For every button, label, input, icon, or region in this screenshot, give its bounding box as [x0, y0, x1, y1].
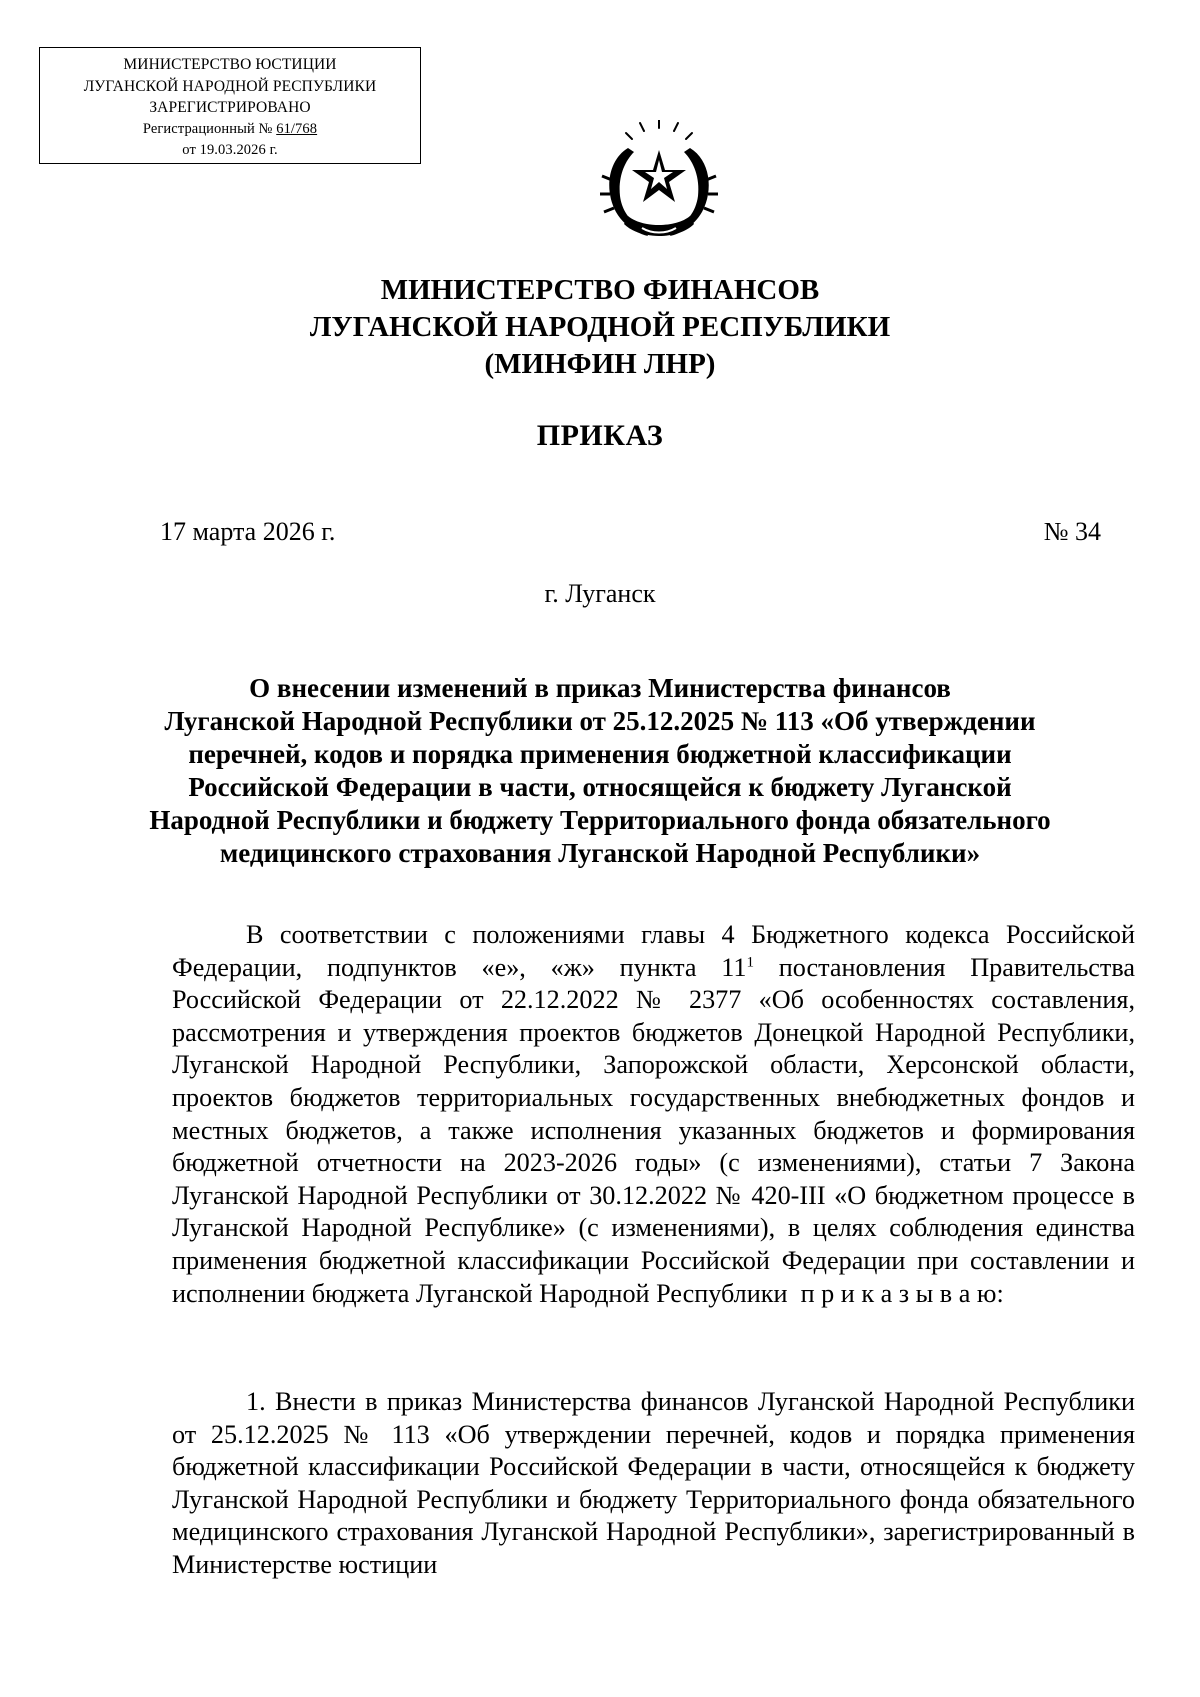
- title-line: Народной Республики и бюджету Территориального фонда обязательного: [149, 805, 1051, 835]
- stamp-reg-number-line: [40, 119, 420, 141]
- document-city: г. Луганск: [544, 579, 656, 608]
- title-line: О внесении изменений в приказ Министерства финансов: [249, 673, 951, 703]
- preamble-text-end: постановления Правительства Российской Федерации от 22.12.2022 № 2377 «Об особенностях составления, рассмотрения и утверждения проектов бюджетов Донецкой Народной Республики, Луганской Народной Республики, Запорожской области, Херсонской области, проектов бюджетов территориальных государственных внебюджетных фондов и местных бюджетов, а также исполнения указанных бюджетов и формирования бюджетной отчетности на 2023-2026 годы» (с изменениями), статьи 7 Закона Луганской Народной Республики от 30.12.2022 № 420-III «О бюджетном процессе в Луганской Народной Республике» (с изменениями), в целях соблюдения единства применения бюджетной классификации Российской Федерации при составлении и исполнении бюджета Луганской Народной Республики: [172, 952, 1135, 1308]
- document-type: ПРИКАЗ: [536, 419, 664, 452]
- stamp-reg-label: Регистрационный №: [142, 120, 273, 137]
- preamble-paragraph: [172, 919, 1135, 1310]
- title-line: Российской Федерации в части, относящейся к бюджету Луганской: [188, 772, 1012, 802]
- org-name-line1: МИНИСТЕРСТВО ФИНАНСОВ: [380, 274, 820, 306]
- stamp-reg-number: 61/768: [276, 120, 318, 137]
- title-line: Луганской Народной Республики от 25.12.2025 № 113 «Об утверждении: [164, 706, 1036, 736]
- sun-rays: [626, 120, 692, 139]
- stamp-line-republic: ЛУГАНСКОЙ НАРОДНОЙ РЕСПУБЛИКИ: [83, 77, 377, 95]
- org-short-name: (МИНФИН ЛНР): [484, 348, 716, 380]
- coat-of-arms-icon: [598, 120, 720, 248]
- clause-1-paragraph: 1. Внести в приказ Министерства финансов Луганской Народной Республики от 25.12.2025 № 113 «Об утверждении перечней, кодов и порядка применения бюджетной классификации Российской Федерации в части, относящейся к бюджету Луганской Народной Республики и бюджету Территориального фонда обязательного медицинского страхования Луганской Народной Республики», зарегистрированный в Министерстве юстиции: [172, 1387, 1135, 1579]
- title-line: перечней, кодов и порядка применения бюджетной классификации: [188, 739, 1012, 769]
- superscript-1: 1: [746, 953, 755, 970]
- order-word: п р и к а з ы в а ю:: [800, 1278, 1004, 1308]
- document-number: № 34: [1043, 517, 1101, 546]
- organization-header: [0, 272, 1200, 383]
- stamp-line-ministry: МИНИСТЕРСТВО ЮСТИЦИИ: [123, 56, 337, 73]
- registration-stamp: [39, 47, 421, 164]
- preamble-text-start: В соответствии с положениями главы 4 Бюджетного кодекса Российской Федерации, подпунктов «е», «ж» пункта 11: [172, 920, 1135, 982]
- title-line: медицинского страхования Луганской Народной Республики»: [219, 838, 981, 868]
- document-date: 17 марта 2026 г.: [160, 517, 336, 546]
- org-name-line2: ЛУГАНСКОЙ НАРОДНОЙ РЕСПУБЛИКИ: [309, 311, 891, 343]
- document-title: [0, 672, 1200, 870]
- stamp-date: от 19.03.2026 г.: [182, 142, 278, 158]
- stamp-line-registered: ЗАРЕГИСТРИРОВАНО: [149, 99, 311, 116]
